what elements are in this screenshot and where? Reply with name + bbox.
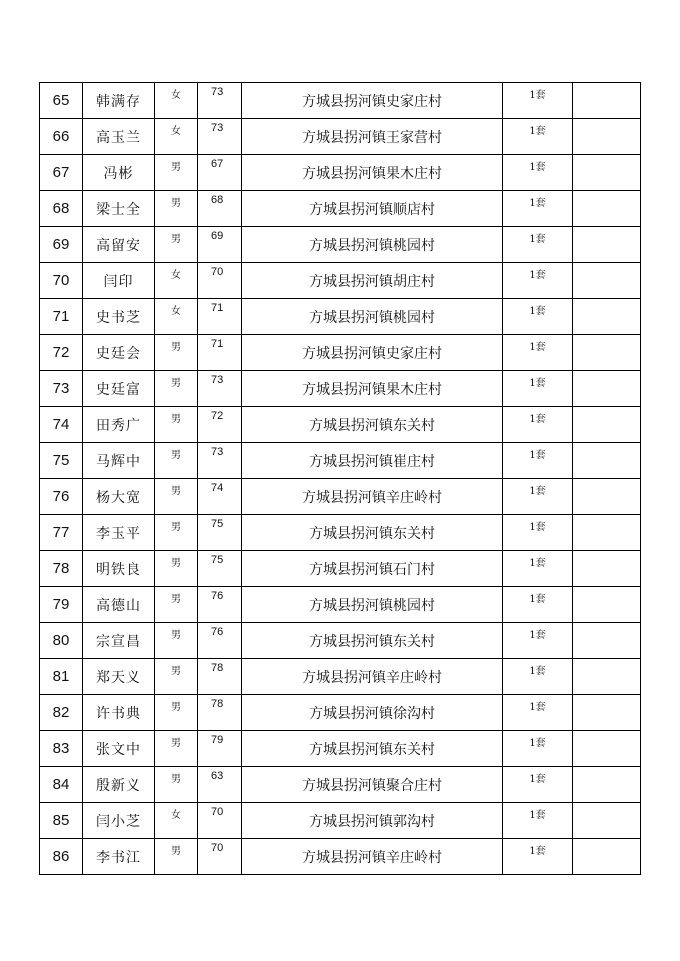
age-cell — [198, 299, 242, 335]
quantity-cell — [503, 407, 573, 443]
row-number-cell: 72 — [40, 335, 83, 371]
age-cell — [198, 731, 242, 767]
address-cell: 方城县拐河镇郭沟村 — [242, 803, 503, 839]
sex-cell — [155, 587, 198, 623]
row-number-cell: 84 — [40, 767, 83, 803]
row-number-cell: 78 — [40, 551, 83, 587]
age-cell — [198, 803, 242, 839]
row-number-cell: 68 — [40, 191, 83, 227]
table-row — [40, 551, 641, 587]
quantity-cell-text: 1套 — [529, 342, 546, 353]
note-cell — [573, 803, 641, 839]
name-cell: 史书芝 — [83, 299, 155, 335]
table-row — [40, 479, 641, 515]
sex-cell — [155, 299, 198, 335]
note-cell — [573, 695, 641, 731]
age-cell — [198, 335, 242, 371]
quantity-cell-text: 1套 — [529, 90, 546, 101]
age-cell-text: 63 — [211, 770, 224, 782]
note-cell — [573, 515, 641, 551]
sex-cell — [155, 659, 198, 695]
quantity-cell-text: 1套 — [529, 486, 546, 497]
address-cell: 方城县拐河镇史家庄村 — [242, 83, 503, 119]
recipient-table-body — [40, 83, 641, 875]
name-cell: 李玉平 — [83, 515, 155, 551]
age-cell — [198, 443, 242, 479]
age-cell-text: 75 — [211, 518, 224, 530]
quantity-cell — [503, 767, 573, 803]
quantity-cell — [503, 515, 573, 551]
age-cell-text: 76 — [211, 590, 224, 602]
quantity-cell — [503, 227, 573, 263]
table-row — [40, 767, 641, 803]
sex-cell-text: 男 — [171, 486, 181, 497]
sex-cell-text: 男 — [171, 774, 181, 785]
note-cell — [573, 659, 641, 695]
age-cell-text: 73 — [211, 374, 224, 386]
age-cell — [198, 515, 242, 551]
sex-cell — [155, 623, 198, 659]
age-cell-text: 70 — [211, 842, 224, 854]
note-cell — [573, 191, 641, 227]
sex-cell-text: 男 — [171, 594, 181, 605]
sex-cell-text: 女 — [171, 270, 181, 281]
quantity-cell-text: 1套 — [529, 594, 546, 605]
age-cell-text: 73 — [211, 446, 224, 458]
sex-cell — [155, 155, 198, 191]
age-cell — [198, 407, 242, 443]
note-cell — [573, 119, 641, 155]
table-row — [40, 191, 641, 227]
sex-cell-text: 男 — [171, 378, 181, 389]
table-row — [40, 659, 641, 695]
table-row — [40, 155, 641, 191]
quantity-cell-text: 1套 — [529, 774, 546, 785]
quantity-cell — [503, 191, 573, 227]
note-cell — [573, 155, 641, 191]
note-cell — [573, 443, 641, 479]
address-cell: 方城县拐河镇果木庄村 — [242, 371, 503, 407]
sex-cell — [155, 407, 198, 443]
name-cell: 殷新义 — [83, 767, 155, 803]
address-cell: 方城县拐河镇崔庄村 — [242, 443, 503, 479]
row-number-cell: 74 — [40, 407, 83, 443]
table-row — [40, 587, 641, 623]
quantity-cell — [503, 839, 573, 875]
sex-cell — [155, 119, 198, 155]
row-number-cell: 83 — [40, 731, 83, 767]
row-number-cell: 86 — [40, 839, 83, 875]
quantity-cell — [503, 623, 573, 659]
table-row — [40, 227, 641, 263]
quantity-cell-text: 1套 — [529, 270, 546, 281]
quantity-cell-text: 1套 — [529, 234, 546, 245]
name-cell: 杨大宽 — [83, 479, 155, 515]
sex-cell-text: 男 — [171, 414, 181, 425]
quantity-cell-text: 1套 — [529, 630, 546, 641]
quantity-cell — [503, 695, 573, 731]
name-cell: 张文中 — [83, 731, 155, 767]
quantity-cell-text: 1套 — [529, 378, 546, 389]
row-number-cell: 65 — [40, 83, 83, 119]
sex-cell — [155, 227, 198, 263]
name-cell: 梁士全 — [83, 191, 155, 227]
row-number-cell: 70 — [40, 263, 83, 299]
age-cell-text: 79 — [211, 734, 224, 746]
age-cell — [198, 83, 242, 119]
table-row — [40, 83, 641, 119]
table-row — [40, 839, 641, 875]
name-cell: 宗宣昌 — [83, 623, 155, 659]
note-cell — [573, 299, 641, 335]
age-cell — [198, 839, 242, 875]
name-cell: 冯彬 — [83, 155, 155, 191]
sex-cell-text: 男 — [171, 450, 181, 461]
row-number-cell: 80 — [40, 623, 83, 659]
quantity-cell-text: 1套 — [529, 162, 546, 173]
sex-cell-text: 男 — [171, 162, 181, 173]
address-cell: 方城县拐河镇徐沟村 — [242, 695, 503, 731]
quantity-cell — [503, 551, 573, 587]
sex-cell — [155, 695, 198, 731]
quantity-cell-text: 1套 — [529, 198, 546, 209]
quantity-cell — [503, 299, 573, 335]
age-cell — [198, 119, 242, 155]
quantity-cell-text: 1套 — [529, 450, 546, 461]
quantity-cell-text: 1套 — [529, 702, 546, 713]
table-row — [40, 695, 641, 731]
sex-cell-text: 女 — [171, 126, 181, 137]
name-cell: 许书典 — [83, 695, 155, 731]
table-row — [40, 731, 641, 767]
table-row — [40, 623, 641, 659]
quantity-cell — [503, 83, 573, 119]
sex-cell-text: 男 — [171, 558, 181, 569]
quantity-cell-text: 1套 — [529, 846, 546, 857]
age-cell-text: 72 — [211, 410, 224, 422]
quantity-cell-text: 1套 — [529, 306, 546, 317]
address-cell: 方城县拐河镇石门村 — [242, 551, 503, 587]
sex-cell — [155, 443, 198, 479]
age-cell-text: 76 — [211, 626, 224, 638]
row-number-cell: 75 — [40, 443, 83, 479]
sex-cell-text: 男 — [171, 702, 181, 713]
table-row — [40, 515, 641, 551]
quantity-cell-text: 1套 — [529, 738, 546, 749]
note-cell — [573, 479, 641, 515]
sex-cell — [155, 263, 198, 299]
row-number-cell: 69 — [40, 227, 83, 263]
age-cell — [198, 695, 242, 731]
sex-cell-text: 女 — [171, 810, 181, 821]
sex-cell-text: 男 — [171, 846, 181, 857]
quantity-cell — [503, 371, 573, 407]
note-cell — [573, 767, 641, 803]
age-cell — [198, 479, 242, 515]
address-cell: 方城县拐河镇胡庄村 — [242, 263, 503, 299]
quantity-cell-text: 1套 — [529, 666, 546, 677]
quantity-cell-text: 1套 — [529, 810, 546, 821]
table-row — [40, 803, 641, 839]
row-number-cell: 76 — [40, 479, 83, 515]
age-cell-text: 70 — [211, 266, 224, 278]
row-number-cell: 81 — [40, 659, 83, 695]
sex-cell — [155, 551, 198, 587]
name-cell: 闫印 — [83, 263, 155, 299]
address-cell: 方城县拐河镇辛庄岭村 — [242, 839, 503, 875]
name-cell: 明铁良 — [83, 551, 155, 587]
age-cell — [198, 191, 242, 227]
table-row — [40, 335, 641, 371]
address-cell: 方城县拐河镇辛庄岭村 — [242, 479, 503, 515]
name-cell: 史廷会 — [83, 335, 155, 371]
quantity-cell — [503, 803, 573, 839]
note-cell — [573, 839, 641, 875]
row-number-cell: 66 — [40, 119, 83, 155]
name-cell: 史廷富 — [83, 371, 155, 407]
table-row — [40, 407, 641, 443]
row-number-cell: 71 — [40, 299, 83, 335]
sex-cell-text: 女 — [171, 90, 181, 101]
row-number-cell: 67 — [40, 155, 83, 191]
name-cell: 闫小芝 — [83, 803, 155, 839]
name-cell: 田秀广 — [83, 407, 155, 443]
table-row — [40, 263, 641, 299]
address-cell: 方城县拐河镇辛庄岭村 — [242, 659, 503, 695]
address-cell: 方城县拐河镇王家营村 — [242, 119, 503, 155]
sex-cell-text: 男 — [171, 522, 181, 533]
quantity-cell — [503, 263, 573, 299]
sex-cell-text: 男 — [171, 738, 181, 749]
sex-cell — [155, 839, 198, 875]
row-number-cell: 73 — [40, 371, 83, 407]
note-cell — [573, 551, 641, 587]
age-cell-text: 73 — [211, 86, 224, 98]
quantity-cell — [503, 335, 573, 371]
recipient-table — [39, 82, 641, 875]
age-cell — [198, 227, 242, 263]
quantity-cell — [503, 443, 573, 479]
address-cell: 方城县拐河镇桃园村 — [242, 587, 503, 623]
row-number-cell: 85 — [40, 803, 83, 839]
sex-cell — [155, 479, 198, 515]
sex-cell-text: 男 — [171, 630, 181, 641]
sex-cell-text: 男 — [171, 342, 181, 353]
quantity-cell — [503, 155, 573, 191]
quantity-cell — [503, 479, 573, 515]
table-row — [40, 443, 641, 479]
age-cell — [198, 371, 242, 407]
table-row — [40, 371, 641, 407]
note-cell — [573, 227, 641, 263]
row-number-cell: 79 — [40, 587, 83, 623]
age-cell — [198, 623, 242, 659]
sex-cell-text: 男 — [171, 234, 181, 245]
address-cell: 方城县拐河镇桃园村 — [242, 227, 503, 263]
sex-cell-text: 男 — [171, 198, 181, 209]
age-cell-text: 68 — [211, 194, 224, 206]
address-cell: 方城县拐河镇东关村 — [242, 407, 503, 443]
address-cell: 方城县拐河镇东关村 — [242, 515, 503, 551]
age-cell — [198, 551, 242, 587]
quantity-cell-text: 1套 — [529, 414, 546, 425]
quantity-cell-text: 1套 — [529, 126, 546, 137]
address-cell: 方城县拐河镇东关村 — [242, 731, 503, 767]
age-cell — [198, 767, 242, 803]
age-cell — [198, 263, 242, 299]
table-row — [40, 119, 641, 155]
age-cell-text: 78 — [211, 662, 224, 674]
note-cell — [573, 587, 641, 623]
age-cell-text: 71 — [211, 302, 224, 314]
age-cell-text: 71 — [211, 338, 224, 350]
address-cell: 方城县拐河镇果木庄村 — [242, 155, 503, 191]
sex-cell — [155, 83, 198, 119]
age-cell-text: 74 — [211, 482, 224, 494]
age-cell-text: 73 — [211, 122, 224, 134]
note-cell — [573, 263, 641, 299]
quantity-cell — [503, 731, 573, 767]
address-cell: 方城县拐河镇顺店村 — [242, 191, 503, 227]
age-cell — [198, 155, 242, 191]
note-cell — [573, 371, 641, 407]
name-cell: 高留安 — [83, 227, 155, 263]
age-cell-text: 67 — [211, 158, 224, 170]
address-cell: 方城县拐河镇聚合庄村 — [242, 767, 503, 803]
sex-cell — [155, 731, 198, 767]
row-number-cell: 77 — [40, 515, 83, 551]
name-cell: 李书江 — [83, 839, 155, 875]
name-cell: 高玉兰 — [83, 119, 155, 155]
age-cell-text: 69 — [211, 230, 224, 242]
sex-cell — [155, 767, 198, 803]
sex-cell-text: 男 — [171, 666, 181, 677]
note-cell — [573, 731, 641, 767]
name-cell: 高德山 — [83, 587, 155, 623]
sex-cell — [155, 515, 198, 551]
quantity-cell — [503, 119, 573, 155]
quantity-cell-text: 1套 — [529, 558, 546, 569]
quantity-cell-text: 1套 — [529, 522, 546, 533]
sex-cell — [155, 803, 198, 839]
age-cell-text: 75 — [211, 554, 224, 566]
address-cell: 方城县拐河镇东关村 — [242, 623, 503, 659]
age-cell-text: 70 — [211, 806, 224, 818]
age-cell — [198, 659, 242, 695]
row-number-cell: 82 — [40, 695, 83, 731]
name-cell: 郑天义 — [83, 659, 155, 695]
sex-cell — [155, 191, 198, 227]
note-cell — [573, 407, 641, 443]
quantity-cell — [503, 659, 573, 695]
note-cell — [573, 335, 641, 371]
sex-cell — [155, 335, 198, 371]
name-cell: 马辉中 — [83, 443, 155, 479]
sex-cell-text: 女 — [171, 306, 181, 317]
address-cell: 方城县拐河镇史家庄村 — [242, 335, 503, 371]
age-cell-text: 78 — [211, 698, 224, 710]
sex-cell — [155, 371, 198, 407]
quantity-cell — [503, 587, 573, 623]
note-cell — [573, 623, 641, 659]
address-cell: 方城县拐河镇桃园村 — [242, 299, 503, 335]
table-row — [40, 299, 641, 335]
age-cell — [198, 587, 242, 623]
note-cell — [573, 83, 641, 119]
name-cell: 韩满存 — [83, 83, 155, 119]
